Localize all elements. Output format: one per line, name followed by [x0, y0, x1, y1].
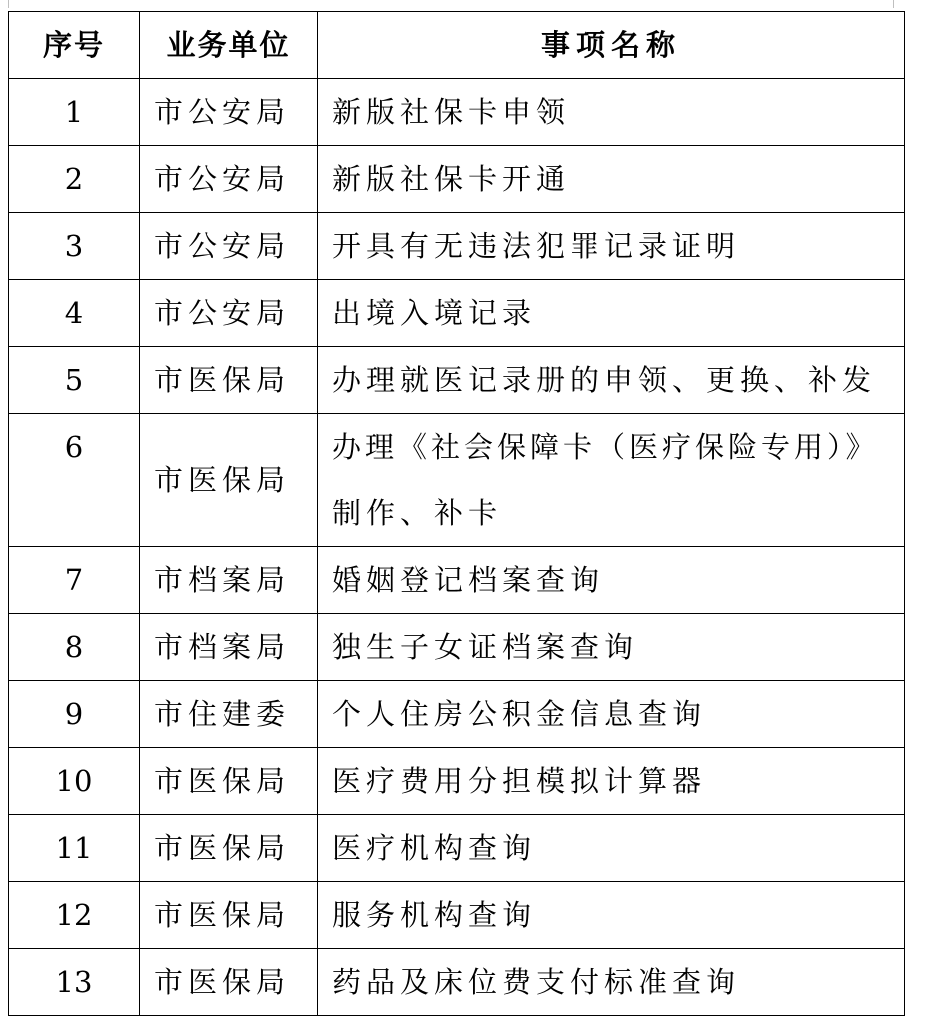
row-item-line-1: 办理《社会保障卡（医疗保险专用）》	[332, 430, 879, 464]
row-item: 办理就医记录册的申领、更换、补发	[318, 347, 905, 414]
row-item: 服务机构查询	[318, 882, 905, 949]
table-row	[9, 882, 905, 949]
row-unit: 市医保局	[140, 748, 318, 815]
row-unit: 市档案局	[140, 547, 318, 614]
row-number: 12	[9, 882, 140, 949]
table-row	[9, 146, 905, 213]
table-header-row	[9, 12, 905, 79]
row-unit: 市医保局	[140, 414, 318, 547]
row-item: 独生子女证档案查询	[318, 614, 905, 681]
row-number: 11	[9, 815, 140, 882]
table-row	[9, 949, 905, 1016]
row-unit: 市医保局	[140, 815, 318, 882]
row-item: 药品及床位费支付标准查询	[318, 949, 905, 1016]
row-number: 2	[9, 146, 140, 213]
row-item: 婚姻登记档案查询	[318, 547, 905, 614]
row-unit: 市公安局	[140, 280, 318, 347]
row-number: 13	[9, 949, 140, 1016]
row-item-line-2: 制作、补卡	[332, 496, 503, 530]
row-item: 医疗费用分担模拟计算器	[318, 748, 905, 815]
row-unit: 市医保局	[140, 882, 318, 949]
row-number: 5	[9, 347, 140, 414]
row-unit: 市医保局	[140, 347, 318, 414]
row-item: 出境入境记录	[318, 280, 905, 347]
table-row	[9, 681, 905, 748]
page-corner-mark-right	[893, 0, 894, 8]
row-item: 个人住房公积金信息查询	[318, 681, 905, 748]
table-row	[9, 815, 905, 882]
table-row	[9, 79, 905, 146]
row-unit: 市公安局	[140, 213, 318, 280]
row-item: 新版社保卡申领	[318, 79, 905, 146]
row-number: 8	[9, 614, 140, 681]
row-number: 9	[9, 681, 140, 748]
row-unit: 市住建委	[140, 681, 318, 748]
table-row	[9, 213, 905, 280]
row-number: 4	[9, 280, 140, 347]
row-number: 3	[9, 213, 140, 280]
row-unit: 市公安局	[140, 79, 318, 146]
row-item: 新版社保卡开通	[318, 146, 905, 213]
row-unit: 市档案局	[140, 614, 318, 681]
header-unit: 业务单位	[140, 12, 318, 79]
row-unit: 市公安局	[140, 146, 318, 213]
table-row	[9, 280, 905, 347]
row-item	[318, 414, 905, 547]
table-row	[9, 748, 905, 815]
row-item: 开具有无违法犯罪记录证明	[318, 213, 905, 280]
table-row	[9, 414, 905, 547]
row-item: 医疗机构查询	[318, 815, 905, 882]
table-row	[9, 614, 905, 681]
header-item: 事项名称	[318, 12, 905, 79]
row-number: 1	[9, 79, 140, 146]
table-row	[9, 547, 905, 614]
table-row	[9, 347, 905, 414]
row-number: 10	[9, 748, 140, 815]
row-unit: 市医保局	[140, 949, 318, 1016]
header-index: 序号	[9, 12, 140, 79]
row-number: 7	[9, 547, 140, 614]
service-items-table	[8, 11, 905, 1016]
row-number: 6	[9, 414, 140, 547]
page-corner-mark-left	[8, 0, 9, 8]
